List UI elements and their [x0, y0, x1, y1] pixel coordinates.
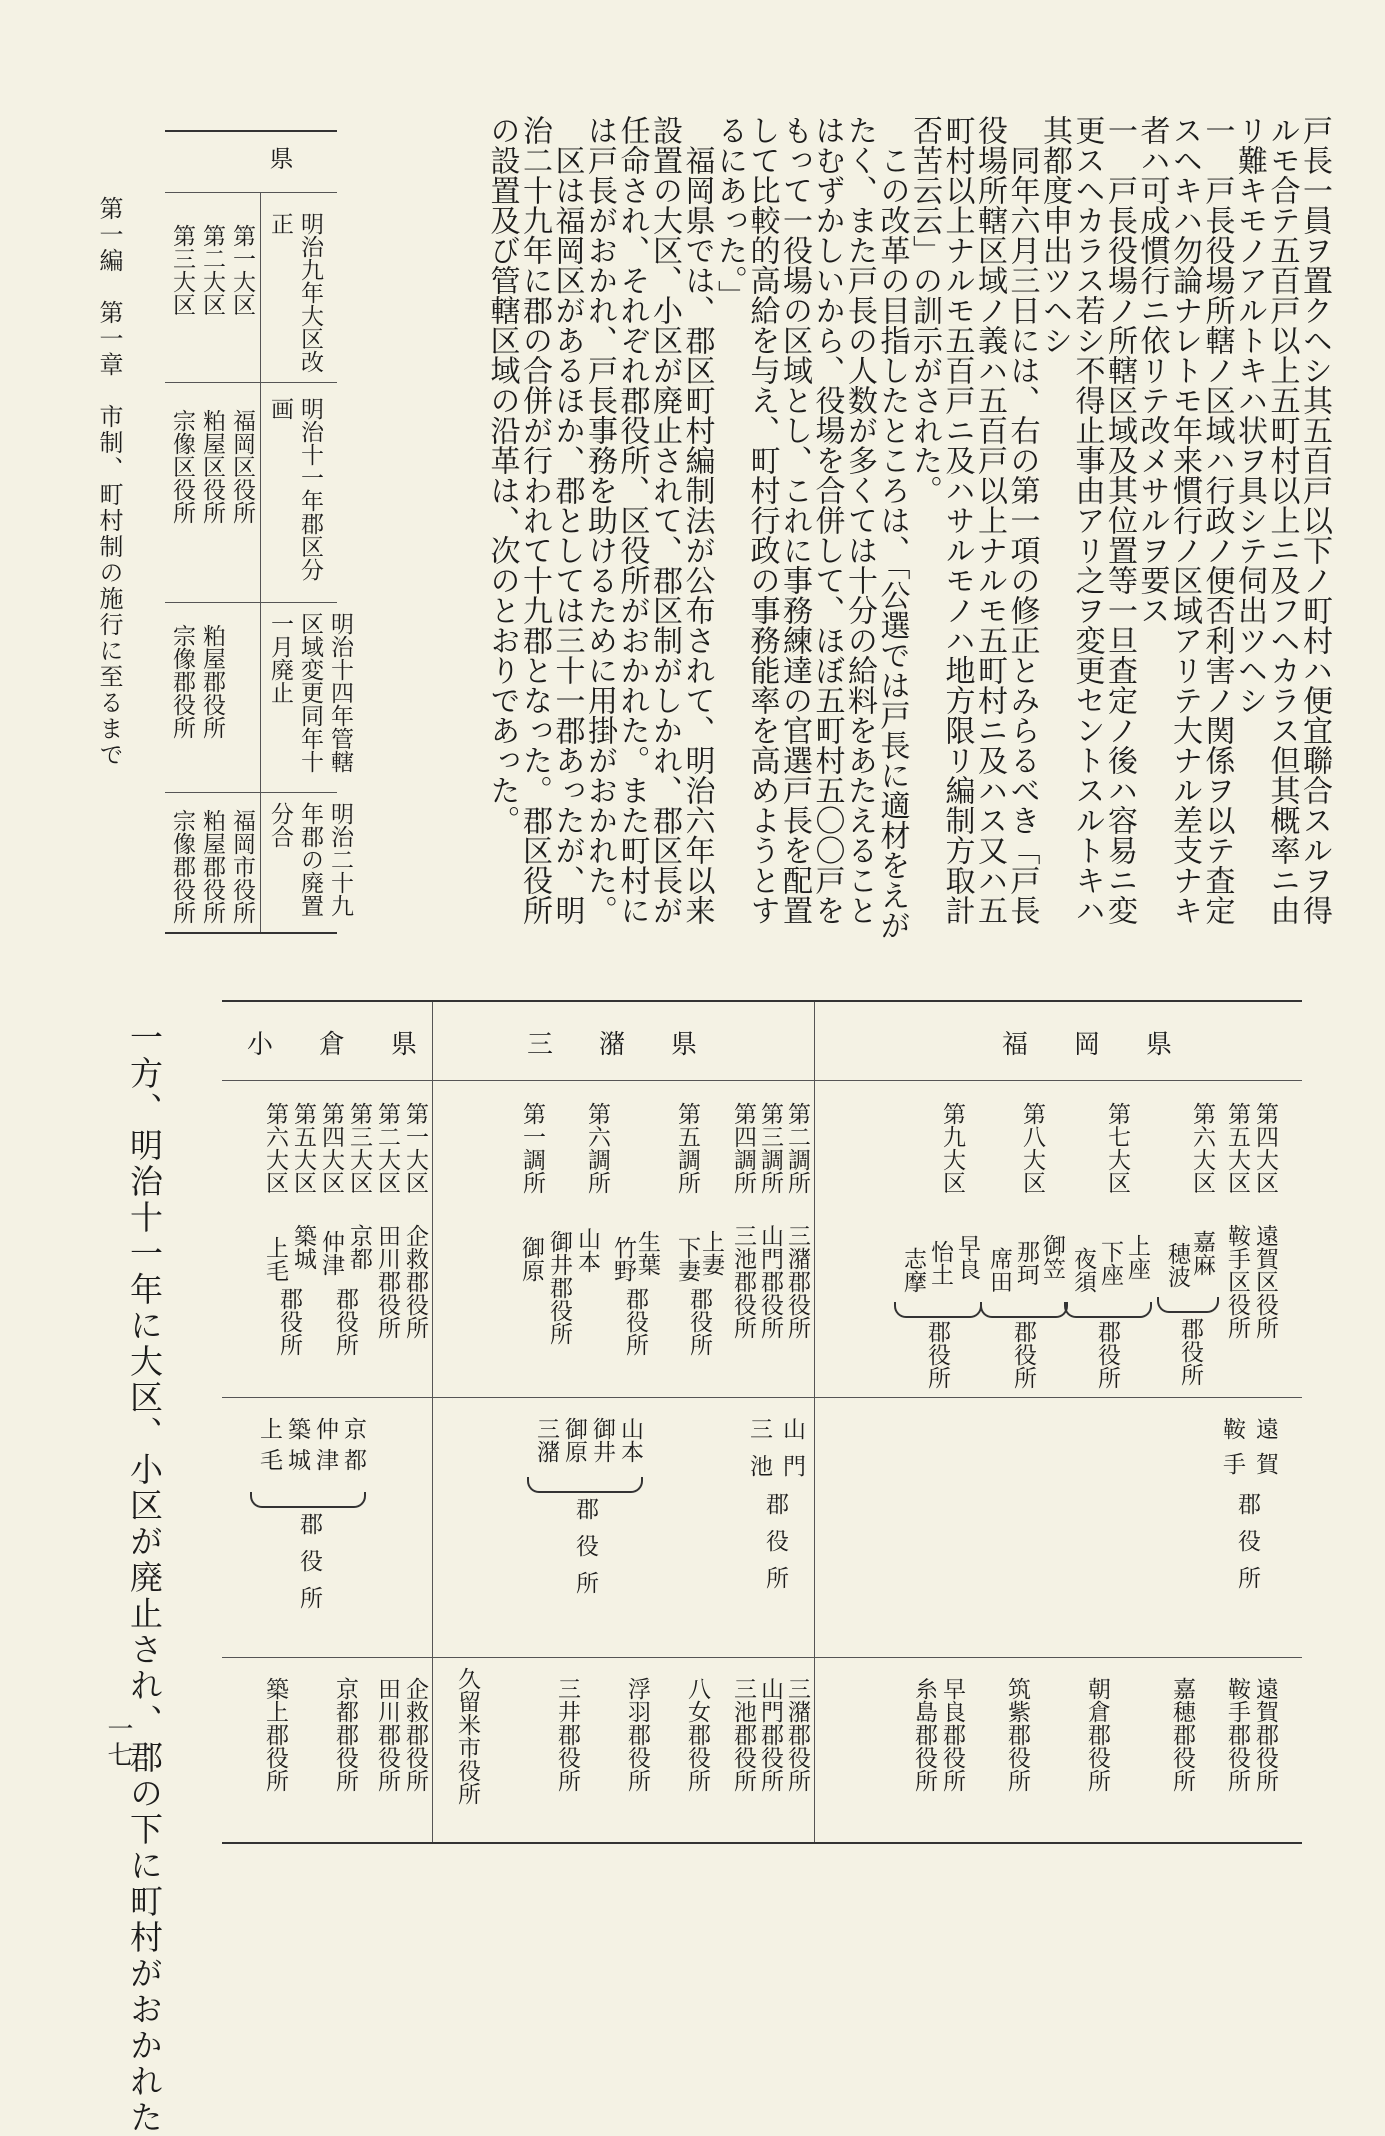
table-cell: 八女郡役所	[684, 1677, 710, 1792]
table-cell: 下座	[1097, 1240, 1123, 1286]
table-cell: 鞍手郡役所	[1224, 1677, 1250, 1792]
table-cell: 三潴郡役所	[784, 1677, 810, 1792]
table-cell: 仲津	[318, 1230, 344, 1276]
table-cell: 第四大区	[1252, 1102, 1278, 1194]
table-cell: 三池郡役所	[730, 1677, 756, 1792]
table-cell: 久留米市役所	[454, 1667, 480, 1805]
table-cell: 御笠	[1039, 1234, 1065, 1280]
paragraph: この改革の目指したところは、「公選では戸長に適材をえがたく、また戸長の人数が多くては十分の給料をあたえることはむずかしいから、役場を合併して、ほぼ五町村五〇〇戸をもって一役場の区域とし、これに事務練達の官選戸長を配置して比較的高給を与え、町村行政の事務能率を高めようとするにあった。」	[712, 115, 910, 940]
table-cell: 穂波	[1164, 1242, 1190, 1288]
table-cell: 第三大区	[346, 1102, 372, 1194]
table-cell: 御原	[561, 1417, 587, 1463]
table-cell: 郡役所	[1234, 1492, 1260, 1603]
table-cell: 第四調所	[730, 1102, 756, 1194]
table-cell: 粕屋郡役所	[199, 624, 225, 739]
table-cell: 怡土	[927, 1240, 953, 1286]
table-cell: 山門郡役所	[757, 1224, 783, 1339]
table-cell: 宗像区役所	[169, 409, 195, 524]
table-cell: 山門	[779, 1417, 805, 1491]
table-cell: 郡役所	[296, 1512, 322, 1623]
table-cell: 郡役所	[276, 1287, 302, 1356]
table-cell: 第八大区	[1019, 1102, 1045, 1194]
table-cell: 志摩	[900, 1247, 926, 1293]
table-cell: 第五大区	[1224, 1102, 1250, 1194]
paragraph: 同年六月三日には、右の第一項の修正とみらるべき「戸長役場所轄区域ノ義ハ五百戸以上ナルモ五町村ニ及ハス又ハ五町村以上ナルモ五百戸ニ及ハサルモノハ地方限リ編制方取計否苦云云」の訓示がされた。	[907, 115, 1040, 925]
table-header: 明治九年大区改正	[267, 212, 323, 373]
table-cell: 第六大区	[262, 1102, 288, 1194]
table-cell: 福岡区役所	[229, 409, 255, 524]
paragraph: 戸長一員ヲ置クヘシ其五百戸以下ノ町村ハ便宜聯合スルヲ得ルモ合テ五百戸以上五町村以上ニ及フヘカラス但其概率ニ由リ難キモノアルトキハ状ヲ具シテ伺出ツヘシ	[1232, 115, 1332, 925]
table-cell: 鞍手区役所	[1224, 1224, 1250, 1339]
table-cell: 御原	[518, 1236, 544, 1282]
table-cell: 宗像郡役所	[169, 809, 195, 924]
paragraph: 一 戸長役場所轄ノ区域ハ行政ノ便否利害ノ関係ヲ以テ査定スヘキハ勿論ナレトモ年来慣行ノ区域アリテ大ナル差支ナキ者ハ可成慣行ニ依リテ改メサルヲ要ス	[1134, 115, 1235, 925]
table-cell: 第一大区	[229, 224, 255, 316]
table-cell: 遠賀	[1252, 1417, 1278, 1487]
table-cell: 三池郡役所	[730, 1224, 756, 1339]
table-cell: 三潴郡役所	[784, 1224, 810, 1339]
table-cell: 田川郡役所	[374, 1677, 400, 1792]
table-cell: 遠賀郡役所	[1252, 1677, 1278, 1792]
table-cell: 京都	[340, 1417, 366, 1479]
table-cell: 糸島郡役所	[911, 1677, 937, 1792]
table-cell: 嘉穂郡役所	[1169, 1677, 1195, 1792]
table-cell: 下妻	[674, 1236, 700, 1282]
table-cell: 第二大区	[199, 224, 225, 316]
table-cell: 早良	[954, 1234, 980, 1280]
table-cell: 上妻	[698, 1230, 724, 1276]
table-cell: 上座	[1124, 1234, 1150, 1280]
table-cell: 宗像郡役所	[169, 624, 195, 739]
table-cell: 築城	[284, 1417, 310, 1479]
table-cell: 第六調所	[584, 1102, 610, 1194]
table-cell: 山本	[574, 1227, 600, 1273]
table-cell: 築上郡役所	[262, 1677, 288, 1792]
table-cell: 那珂	[1013, 1240, 1039, 1286]
table-cell: 築城	[290, 1224, 316, 1270]
table-cell: 京都郡役所	[332, 1677, 358, 1792]
table-cell: 企救郡役所	[402, 1677, 428, 1792]
caption-text: 一方、明治十一年に大区、小区が廃止され、郡の下に町村がおかれた	[125, 1020, 164, 2136]
table-cell: 粕屋郡役所	[199, 809, 225, 924]
table-cell: 三井郡役所	[554, 1677, 580, 1792]
table-cell: 粕屋区役所	[199, 409, 225, 524]
table-cell: 郡役所	[686, 1287, 712, 1356]
prefecture-header-fukuoka: 福岡県	[1002, 1030, 1219, 1060]
table-cell: 夜須	[1070, 1247, 1096, 1293]
table-cell: 早良郡役所	[939, 1677, 965, 1792]
table-cell: 福岡市役所	[229, 809, 255, 924]
table-cell: 第五調所	[674, 1102, 700, 1194]
table-cell: 第二調所	[784, 1102, 810, 1194]
table-cell: 朝倉郡役所	[1084, 1677, 1110, 1792]
table-cell: 第六大区	[1189, 1102, 1215, 1194]
table-cell: 第二大区	[374, 1102, 400, 1194]
table-header: 明治二十九年郡の廃置分合	[267, 802, 353, 917]
table-header: 明治十四年管轄区域変更同年十一月廃止	[267, 612, 353, 773]
table-cell: 御井	[589, 1417, 615, 1463]
table-pref-label: 県	[265, 146, 293, 170]
page-number: 一七	[103, 1715, 133, 1767]
running-header: 第一編 第一章 市制、町村制の施行に至るまで	[95, 196, 123, 768]
table-cell: 嘉麻	[1189, 1230, 1215, 1276]
table-cell: 郡役所	[762, 1492, 788, 1603]
prefecture-comparison-table	[222, 1000, 1302, 1844]
table-cell: 郡役所	[1010, 1320, 1036, 1389]
table-cell: 第一大区	[402, 1102, 428, 1194]
main-body-text	[380, 115, 1330, 945]
table-cell: 郡役所	[1094, 1320, 1120, 1389]
table-cell: 第五大区	[290, 1102, 316, 1194]
table-cell: 上毛	[262, 1236, 288, 1282]
table-cell: 第九大区	[939, 1102, 965, 1194]
table-cell: 第四大区	[318, 1102, 344, 1194]
table-cell: 三池	[746, 1417, 772, 1491]
table-cell: 生葉	[634, 1230, 660, 1276]
table-cell: 遠賀区役所	[1252, 1224, 1278, 1339]
table-cell: 郡役所	[622, 1287, 648, 1356]
table-cell: 郡役所	[572, 1497, 598, 1608]
table-cell: 山門郡役所	[757, 1677, 783, 1792]
table-cell: 第三大区	[169, 224, 195, 316]
table-cell: 筑紫郡役所	[1004, 1677, 1030, 1792]
prefecture-header-kokura: 小倉県	[247, 1030, 464, 1060]
table-cell: 上毛	[256, 1417, 282, 1479]
table-cell: 山本	[617, 1417, 643, 1463]
table-cell: 竹野	[610, 1236, 636, 1282]
table-cell: 第三調所	[757, 1102, 783, 1194]
table-cell: 郡役所	[924, 1320, 950, 1389]
table-cell: 郡役所	[332, 1287, 358, 1356]
table-cell: 三潴	[533, 1417, 559, 1463]
table-cell: 御井郡役所	[546, 1230, 572, 1345]
fukuoka-district-table	[165, 130, 353, 934]
table-cell: 田川郡役所	[374, 1224, 400, 1339]
paragraph: 一 戸長役場ノ所轄区域及其位置等一旦査定ノ後ハ容易ニ変更スヘカラス若シ不得止事由アリ之ヲ変更セントスルトキハ其都度申出ツヘシ	[1037, 115, 1137, 925]
table-cell: 企救郡役所	[402, 1224, 428, 1339]
table-header: 明治十一年郡区分画	[267, 397, 323, 581]
table-cell: 仲津	[312, 1417, 338, 1479]
table-cell: 第一調所	[519, 1102, 545, 1194]
table-cell: 郡役所	[1177, 1317, 1203, 1386]
table-cell: 鞍手	[1219, 1417, 1245, 1487]
paragraph: 区は福岡区があるほか、郡としては三十一郡あったが、明治二十九年に郡の合併が行われて十九郡となった。郡区役所の設置及び管轄区域の沿革は、次のとおりであった。	[484, 115, 585, 925]
table-cell: 浮羽郡役所	[624, 1677, 650, 1792]
table-cell: 京都	[346, 1224, 372, 1270]
table-cell: 席田	[986, 1247, 1012, 1293]
prefecture-header-mizuma: 三潴県	[527, 1030, 744, 1060]
paragraph: 福岡県では、郡区町村編制法が公布されて、明治六年以来設置の大区、小区が廃止されて、郡区制がしかれ、郡区長が任命され、それぞれ郡役所、区役所がおかれた。また町村には戸長がおかれ、戸長事務を助けるために用掛がおかれた。	[582, 115, 715, 925]
table-cell: 第七大区	[1104, 1102, 1130, 1194]
